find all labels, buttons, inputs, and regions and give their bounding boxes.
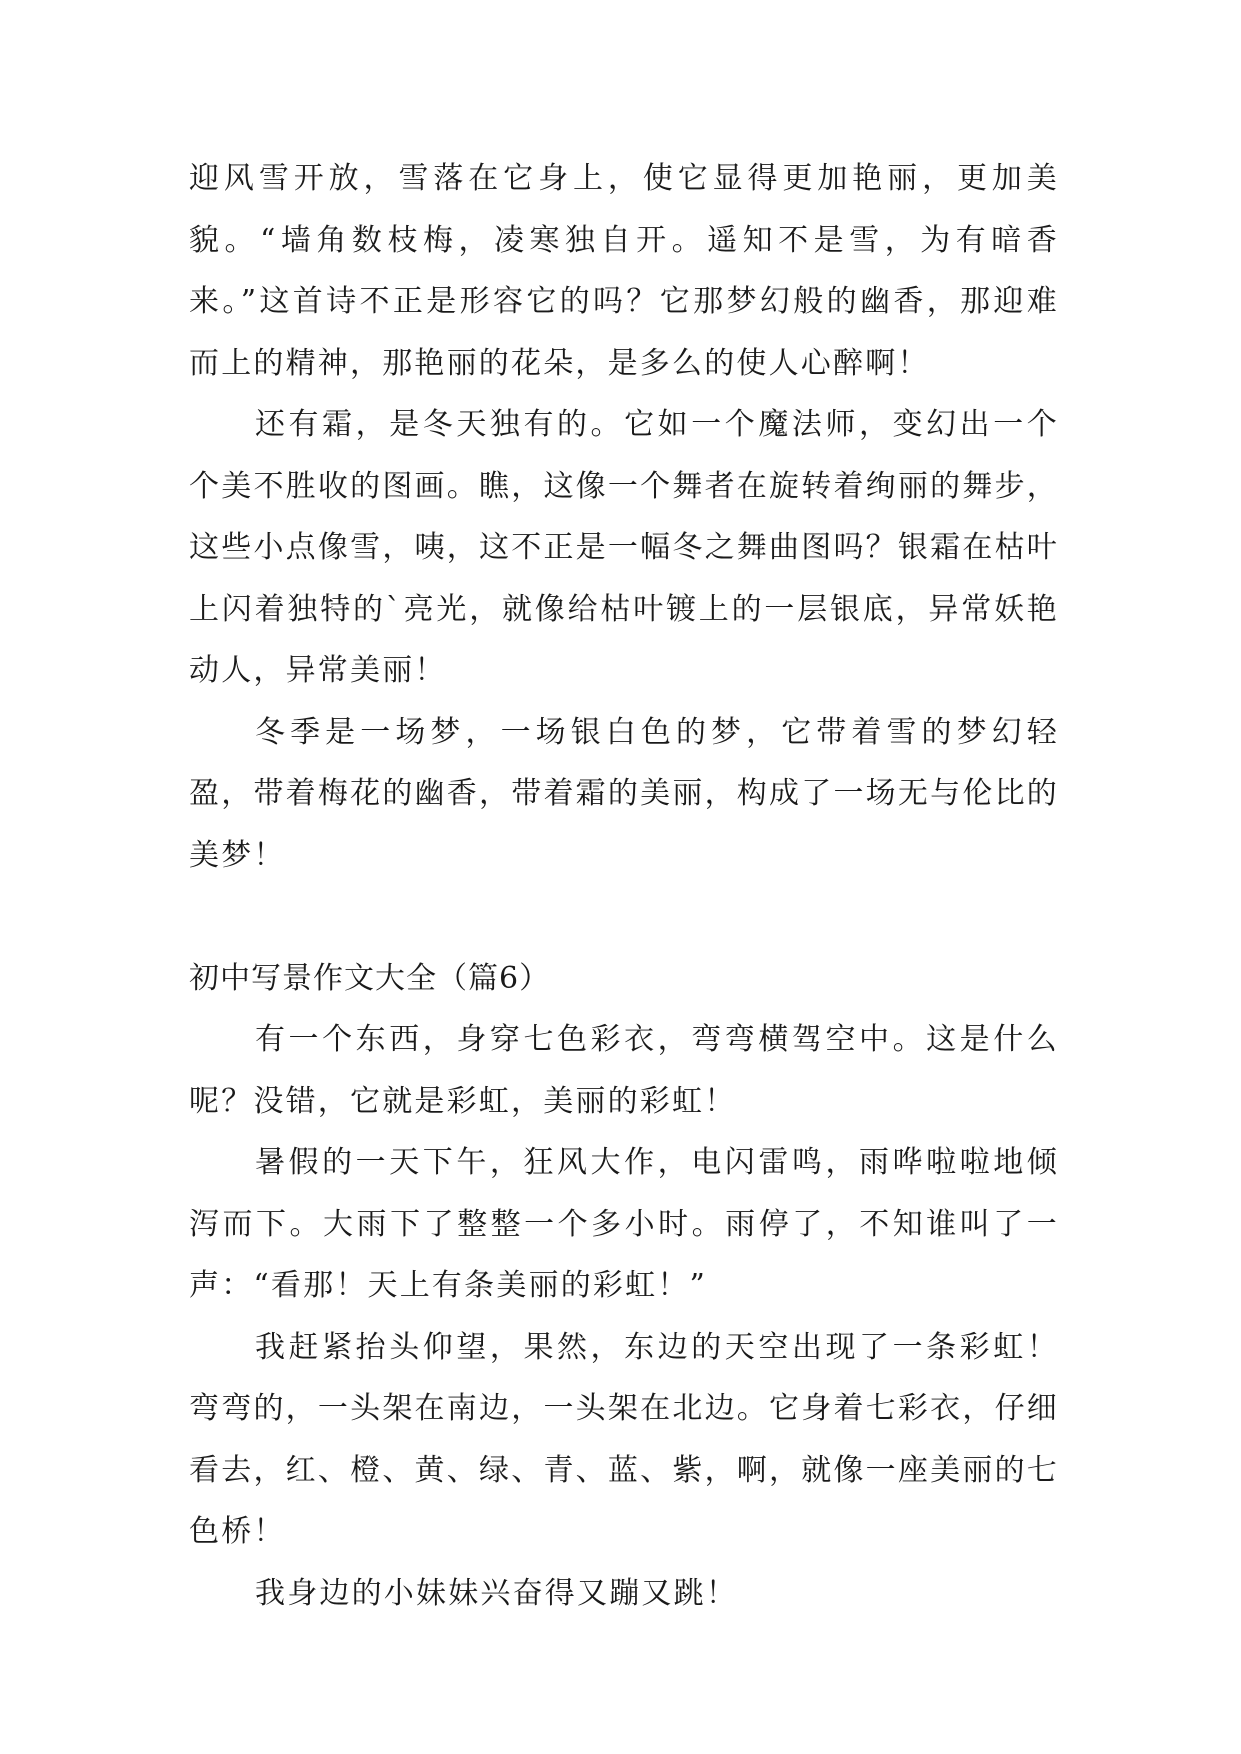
paragraph-winter-dream: 冬季是一场梦，一场银白色的梦，它带着雪的梦幻轻盈，带着梅花的幽香，带着霜的美丽，构成了一场无与伦比的美梦！ bbox=[189, 714, 1059, 873]
paragraph-rainbow-view: 我赶紧抬头仰望，果然，东边的天空出现了一条彩虹！弯弯的，一头架在南边，一头架在北边。它身着七彩衣，仔细看去，红、橙、黄、绿、青、蓝、紫，啊，就像一座美丽的七色桥！ bbox=[189, 1329, 1059, 1549]
paragraph-summer-storm: 暑假的一天下午，狂风大作，电闪雷鸣，雨哗啦啦地倾泻而下。大雨下了整整一个多小时。雨停了，不知谁叫了一声：“看那！天上有条美丽的彩虹！” bbox=[189, 1145, 1059, 1303]
document-body bbox=[189, 148, 1059, 1624]
paragraph-rainbow-intro: 有一个东西，身穿七色彩衣，弯弯横驾空中。这是什么呢？没错，它就是彩虹，美丽的彩虹！ bbox=[189, 1022, 1059, 1119]
section-gap bbox=[189, 886, 1059, 948]
paragraph-frost: 还有霜，是冬天独有的。它如一个魔法师，变幻出一个个美不胜收的图画。瞧，这像一个舞者在旋转着绚丽的舞步，这些小点像雪，咦，这不正是一幅冬之舞曲图吗？银霜在枯叶上闪着独特的`亮光，就像给枯叶镀上的一层银底，异常妖艳动人，异常美丽！ bbox=[189, 407, 1059, 688]
section-heading: 初中写景作文大全（篇6） bbox=[189, 960, 551, 996]
paragraph-continued: 迎风雪开放，雪落在它身上，使它显得更加艳丽，更加美貌。“墙角数枝梅，凌寒独自开。遥知不是雪，为有暗香来。”这首诗不正是形容它的吗？它那梦幻般的幽香，那迎难而上的精神，那艳丽的花朵，是多么的使人心醉啊！ bbox=[189, 161, 1059, 381]
paragraph-little-sister: 我身边的小妹妹兴奋得又蹦又跳！ bbox=[255, 1575, 738, 1611]
